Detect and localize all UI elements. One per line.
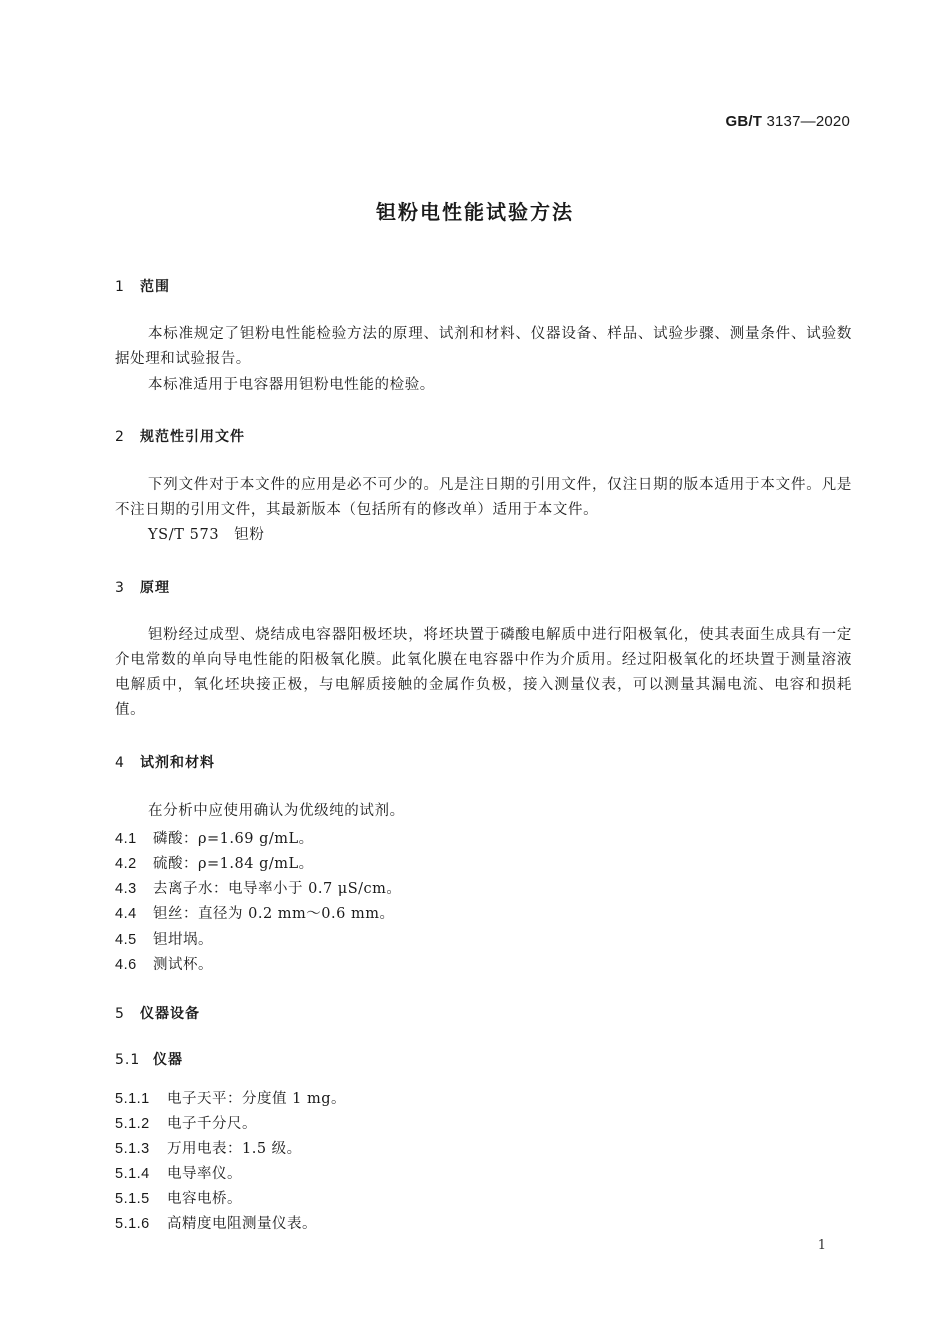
list-item	[115, 902, 394, 923]
item-text: 磷酸：ρ=1.69 g/mL。	[153, 831, 314, 847]
section-1-paragraph-1: 本标准规定了钽粉电性能检验方法的原理、试剂和材料、仪器设备、样品、试验步骤、测量条件、试验数据处理和试验报告。	[115, 326, 852, 367]
item-text: 电导率仪。	[167, 1166, 242, 1182]
item-number: 4.5	[115, 932, 137, 948]
list-item	[115, 1212, 317, 1233]
list-item	[115, 852, 314, 873]
list-item	[115, 928, 213, 949]
standard-code-prefix: GB/T	[725, 113, 763, 130]
section-2-reference: YS/T 573 钽粉	[148, 527, 265, 543]
item-text: 钽丝：直径为 0.2 mm～0.6 mm。	[153, 906, 395, 922]
standard-code	[725, 113, 850, 130]
section-4-heading	[115, 752, 215, 772]
item-text: 去离子水：电导率小于 0.7 μS/cm。	[153, 881, 402, 897]
section-1-heading	[115, 276, 170, 296]
list-item	[115, 877, 401, 898]
item-number: 4.6	[115, 957, 137, 973]
section-2-paragraph-1: 下列文件对于本文件的应用是必不可少的。凡是注日期的引用文件，仅注日期的版本适用于本文件。凡是不注日期的引用文件，其最新版本（包括所有的修改单）适用于本文件。	[115, 477, 852, 518]
list-item	[115, 1112, 257, 1133]
item-number: 5.1.6	[115, 1216, 150, 1232]
section-number: 4	[115, 755, 125, 771]
item-number: 5.1.2	[115, 1116, 150, 1132]
item-text: 高精度电阻测量仪表。	[167, 1216, 317, 1232]
item-number: 4.4	[115, 906, 137, 922]
item-number: 4.1	[115, 831, 137, 847]
item-text: 电容电桥。	[167, 1191, 242, 1207]
section-number: 3	[115, 580, 125, 596]
item-text: 硫酸：ρ=1.84 g/mL。	[153, 856, 314, 872]
section-2-heading	[115, 426, 245, 446]
item-text: 电子天平：分度值 1 mg。	[167, 1091, 346, 1107]
list-item	[115, 1087, 346, 1108]
section-number: 1	[115, 279, 125, 295]
item-text: 万用电表：1.5 级。	[167, 1141, 302, 1157]
section-3-heading	[115, 577, 170, 597]
list-item	[115, 1162, 242, 1183]
section-title: 原理	[140, 580, 170, 596]
item-text: 钽坩埚。	[153, 932, 213, 948]
item-text: 电子千分尺。	[167, 1116, 257, 1132]
section-number: 5	[115, 1006, 125, 1022]
section-number: 2	[115, 429, 125, 445]
document-title: 钽粉电性能试验方法	[376, 200, 574, 224]
list-item	[115, 827, 314, 848]
standard-code-number: 3137—2020	[762, 113, 850, 130]
list-item	[115, 1187, 242, 1208]
item-number: 5.1.1	[115, 1091, 150, 1107]
section-title: 规范性引用文件	[140, 429, 245, 445]
subsection-title: 仪器	[153, 1052, 183, 1068]
item-number: 5.1.5	[115, 1191, 150, 1207]
section-3-paragraph-1: 钽粉经过成型、烧结成电容器阳极坯块，将坯块置于磷酸电解质中进行阳极氧化，使其表面生成具有一定介电常数的单向导电性能的阳极氧化膜。此氧化膜在电容器中作为介质用。经过阳极氧化的坯块置于测量溶液电解质中，氧化坯块接正极，与电解质接触的金属作负极，接入测量仪表，可以测量其漏电流、电容和损耗值。	[115, 627, 852, 718]
subsection-5-1-heading	[115, 1049, 183, 1069]
list-item	[115, 953, 213, 974]
item-number: 5.1.3	[115, 1141, 150, 1157]
page-number: 1	[817, 1238, 826, 1253]
subsection-number: 5.1	[115, 1052, 141, 1068]
section-title: 范围	[140, 279, 170, 295]
item-number: 5.1.4	[115, 1166, 150, 1182]
item-number: 4.3	[115, 881, 137, 897]
section-title: 仪器设备	[140, 1006, 200, 1022]
section-5-heading	[115, 1003, 200, 1023]
item-number: 4.2	[115, 856, 137, 872]
section-4-intro: 在分析中应使用确认为优级纯的试剂。	[148, 803, 405, 819]
section-1-paragraph-2: 本标准适用于电容器用钽粉电性能的检验。	[148, 377, 435, 393]
section-title: 试剂和材料	[140, 755, 215, 771]
list-item	[115, 1137, 302, 1158]
item-text: 测试杯。	[153, 957, 213, 973]
